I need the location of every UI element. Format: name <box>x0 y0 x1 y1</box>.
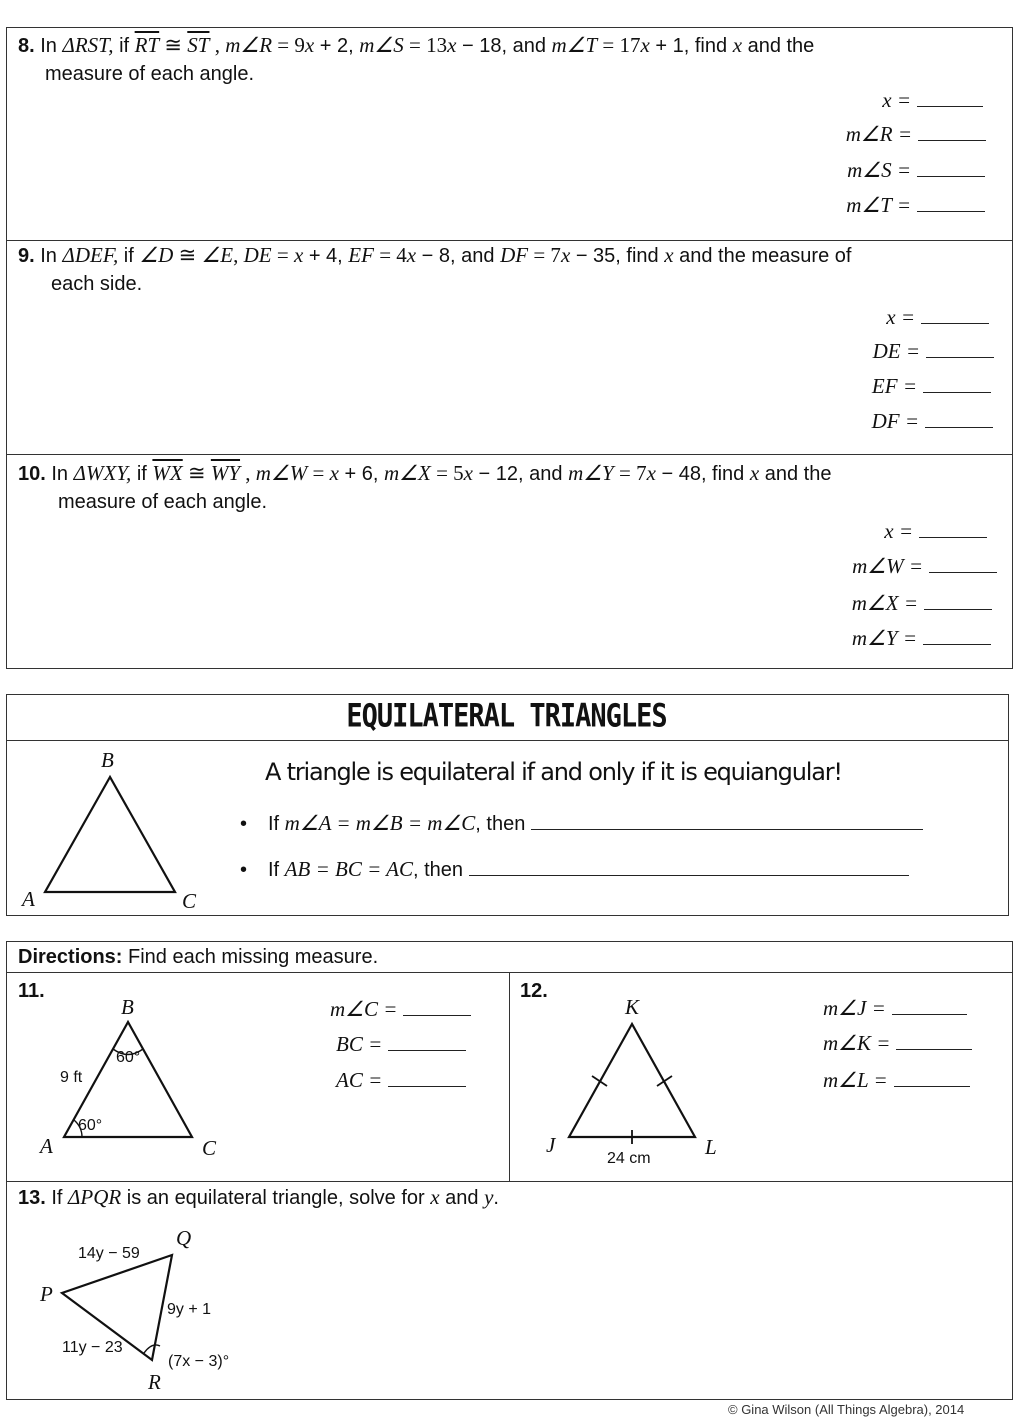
q10-answer-x[interactable]: x = <box>884 519 987 544</box>
q13-vertex-p: P <box>40 1282 53 1306</box>
q13-side-pq-label: 14y − 59 <box>78 1245 140 1262</box>
question-9-text-line2: each side. <box>51 273 143 295</box>
bullet-dot: • <box>240 813 248 835</box>
angle-r-arc <box>144 1345 160 1353</box>
vertex-b-label: B <box>101 748 114 772</box>
equilateral-bullet-1: • If m∠A = m∠B = m∠C, then <box>240 809 923 839</box>
q12-base-label: 24 cm <box>607 1150 651 1167</box>
q11-angle-a-label: 60° <box>78 1117 103 1134</box>
question-13-number: 13. <box>18 1187 46 1209</box>
q12-answer-angle-k[interactable]: m∠K = <box>823 1031 972 1056</box>
q11-q12-divider <box>509 972 510 1181</box>
vertex-a-label: A <box>22 887 35 911</box>
question-9-number: 9. <box>18 245 35 267</box>
q10-answer-angle-w[interactable]: m∠W = <box>852 554 997 579</box>
q13-side-pr-label: 11y − 23 <box>62 1339 123 1356</box>
question-10-text-line1: 10. In ΔWXY, if $\overline{WX}$ ≅ $\overline{WY}$ , m∠W = x + 6, m∠X = 5x − 12, and m∠Y = 7x − 48, find x and the <box>18 461 832 485</box>
q12-vertex-k: K <box>625 995 640 1019</box>
q12-triangle-figure <box>555 1010 715 1150</box>
q11-vertex-a: A <box>40 1134 53 1158</box>
bullet-2-answer-line[interactable] <box>469 874 909 876</box>
question-13-text: 13. If ΔPQR is an equilateral triangle, solve for x and y. <box>18 1185 499 1209</box>
q13-side-qr-label: 9y + 1 <box>167 1301 212 1318</box>
question-9-box <box>6 240 1013 455</box>
directions-text: Directions: Find each missing measure. <box>18 946 379 968</box>
triangle-abc-shape <box>45 777 175 892</box>
q9-answer-x[interactable]: x = <box>886 305 989 330</box>
question-8-number: 8. <box>18 35 35 57</box>
equilateral-statement: A triangle is equilateral if and only if it is equiangular! <box>265 758 842 786</box>
q8-answer-angle-t[interactable]: m∠T = <box>846 193 985 218</box>
bullet-1-answer-line[interactable] <box>531 828 923 830</box>
q12-vertex-l: L <box>705 1135 717 1159</box>
q13-vertex-r: R <box>148 1370 161 1394</box>
q11-answer-angle-c[interactable]: m∠C = <box>330 997 471 1022</box>
q11-answer-bc[interactable]: BC = <box>336 1032 466 1057</box>
question-8-text-line1: 8. In ΔRST, if $\overline{RT}$ ≅ $\overline{ST}$ , m∠R = 9x + 2, m∠S = 13x − 18, and m∠T = 17x + 1, find x and the <box>18 33 815 57</box>
q9-answer-ef[interactable]: EF = <box>872 374 991 399</box>
question-10-text-line2: measure of each angle. <box>58 491 268 513</box>
q11-angle-b-label: 60° <box>116 1049 141 1066</box>
question-10-number: 10. <box>18 463 46 485</box>
question-11-number: 11. <box>18 980 45 1002</box>
q11-answer-ac[interactable]: AC = <box>336 1068 466 1093</box>
q13-vertex-q: Q <box>176 1226 192 1250</box>
q9-answer-de[interactable]: DE = <box>873 339 994 364</box>
q12-vertex-j: J <box>546 1133 556 1157</box>
equilateral-bullet-2: • If AB = BC = AC, then <box>240 855 909 885</box>
bullet-dot: • <box>240 859 248 881</box>
copyright-footer: © Gina Wilson (All Things Algebra), 2014 <box>728 1402 965 1417</box>
q12-answer-angle-l[interactable]: m∠L = <box>823 1068 970 1093</box>
q8-answer-angle-s[interactable]: m∠S = <box>847 158 985 183</box>
question-9-text-line1: 9. In ΔDEF, if ∠D ≅ ∠E, DE = x + 4, EF = 4x − 8, and DF = 7x − 35, find x and the measure of <box>18 243 852 267</box>
triangle-jkl-shape <box>569 1024 695 1137</box>
q11-vertex-b: B <box>121 995 134 1019</box>
vertex-c-label: C <box>182 889 197 913</box>
equilateral-title: EQUILATERAL TRIANGLES <box>346 697 667 736</box>
q8-answer-angle-r[interactable]: m∠R = <box>846 122 986 147</box>
q11-vertex-c: C <box>202 1136 217 1160</box>
question-12-number: 12. <box>520 980 548 1002</box>
q10-answer-angle-y[interactable]: m∠Y = <box>852 626 991 651</box>
q8-answer-x[interactable]: x = <box>882 88 983 113</box>
q11-side-ab-label: 9 ft <box>60 1069 83 1086</box>
q10-answer-angle-x[interactable]: m∠X = <box>852 591 992 616</box>
q13-divider <box>6 1181 1013 1182</box>
question-8-text-line2: measure of each angle. <box>45 63 255 85</box>
q13-angle-r-label: (7x − 3)° <box>168 1353 230 1370</box>
q12-answer-angle-j[interactable]: m∠J = <box>823 996 967 1021</box>
q9-answer-df[interactable]: DF = <box>872 409 993 434</box>
